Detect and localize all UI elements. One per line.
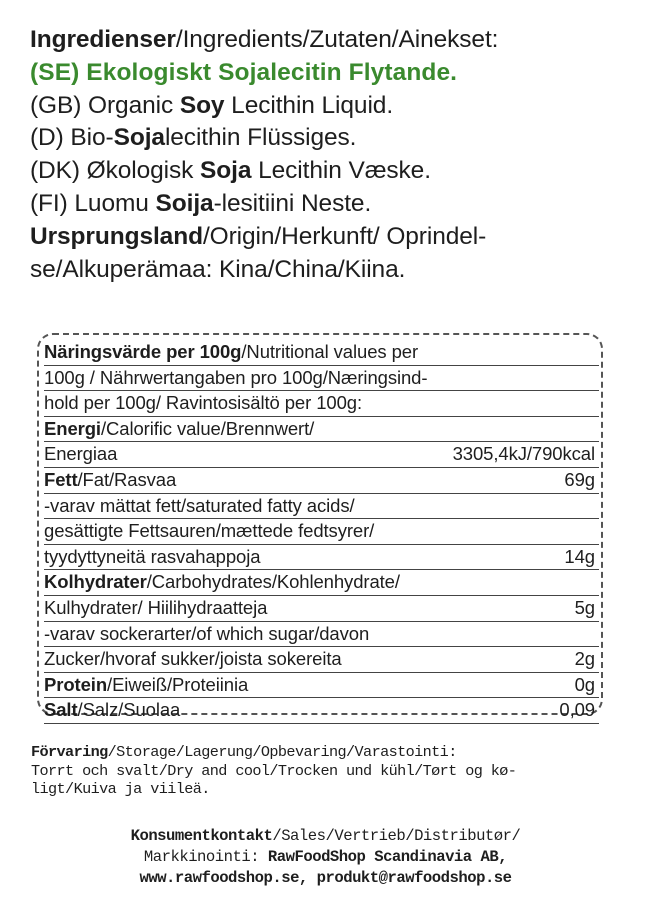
nutrition-energy-line-1: Energi/Calorific value/Brennwert/: [44, 417, 599, 443]
salt-value: 0,09: [559, 699, 595, 721]
nutrition-table: [44, 340, 599, 724]
ingredients-fi-line: (FI) Luomu Soija-lesitiini Neste.: [30, 189, 372, 217]
carb-value: 5g: [574, 596, 595, 618]
sugar-value: 2g: [574, 648, 595, 670]
nutrition-carb-line-2: Kulhydrater/ Hiilihydraatteja 5g: [44, 596, 599, 622]
ingredients-header: Ingredienser/Ingredients/Zutaten/Ainekset:: [30, 26, 499, 53]
storage-line-2: Torrt och svalt/Dry and cool/Trocken und kühl/Tørt og kø-: [31, 761, 517, 780]
energy-value: 3305,4kJ/790kcal: [452, 443, 595, 465]
saturated-value: 14g: [564, 545, 595, 567]
nutrition-protein-row: Protein/Eiweiß/Proteiinia 0g: [44, 673, 599, 699]
nutrition-sugar-line-1: -varav sockerarter/of which sugar/davon: [44, 622, 599, 648]
nutrition-saturated-line-2: gesättigte Fettsauren/mættede fedtsyrer/: [44, 519, 599, 545]
protein-value: 0g: [574, 673, 595, 695]
ingredients-se-line: (SE) Ekologiskt Sojalecitin Flytande.: [30, 58, 458, 86]
nutrition-title-line-1: Näringsvärde per 100g/Nutritional values per: [44, 340, 599, 366]
storage-line-3: ligt/Kuiva ja viileä.: [31, 780, 210, 798]
ingredients-dk-line: (DK) Økologisk Soja Lecithin Væske.: [30, 157, 431, 185]
nutrition-salt-row: Salt/Salz/Suolaa 0,09: [44, 698, 599, 724]
fat-value: 69g: [564, 468, 595, 490]
nutrition-title-line-2: 100g / Nährwertangaben pro 100g/Næringsind-: [44, 366, 599, 392]
contact-line-3: www.rawfoodshop.se, produkt@rawfoodshop.se: [139, 869, 512, 887]
storage-line-1: Förvaring/Storage/Lagerung/Opbevaring/Varastointi:: [31, 743, 457, 761]
origin-line-2: se/Alkuperämaa: Kina/China/Kiina.: [30, 255, 406, 283]
origin-line-1: Ursprungsland/Origin/Herkunft/ Oprindel-: [30, 222, 487, 250]
nutrition-fat-row: Fett/Fat/Rasvaa 69g: [44, 468, 599, 494]
ingredients-gb-line: (GB) Organic Soy Lecithin Liquid.: [30, 91, 394, 119]
nutrition-carb-line-1: Kolhydrater/Carbohydrates/Kohlenhydrate/: [44, 570, 599, 596]
contact-line-1: Konsumentkontakt/Sales/Vertrieb/Distributør/: [130, 827, 521, 845]
storage-block: [31, 743, 641, 799]
nutrition-saturated-line-3: tyydyttyneitä rasvahappoja 14g: [44, 545, 599, 571]
contact-line-2: Markkinointi: RawFoodShop Scandinavia AB,: [143, 848, 508, 866]
ingredients-d-line: (D) Bio-Sojalecithin Flüssiges.: [30, 124, 357, 152]
nutrition-title-line-3: hold per 100g/ Ravintosisältö per 100g:: [44, 391, 599, 417]
nutrition-energy-line-2: Energiaa 3305,4kJ/790kcal: [44, 442, 599, 468]
nutrition-sugar-line-2: Zucker/hvoraf sukker/joista sokereita 2g: [44, 647, 599, 673]
contact-block: [0, 826, 651, 889]
ingredients-block: [30, 24, 642, 286]
nutrition-saturated-line-1: -varav mättat fett/saturated fatty acids/: [44, 494, 599, 520]
